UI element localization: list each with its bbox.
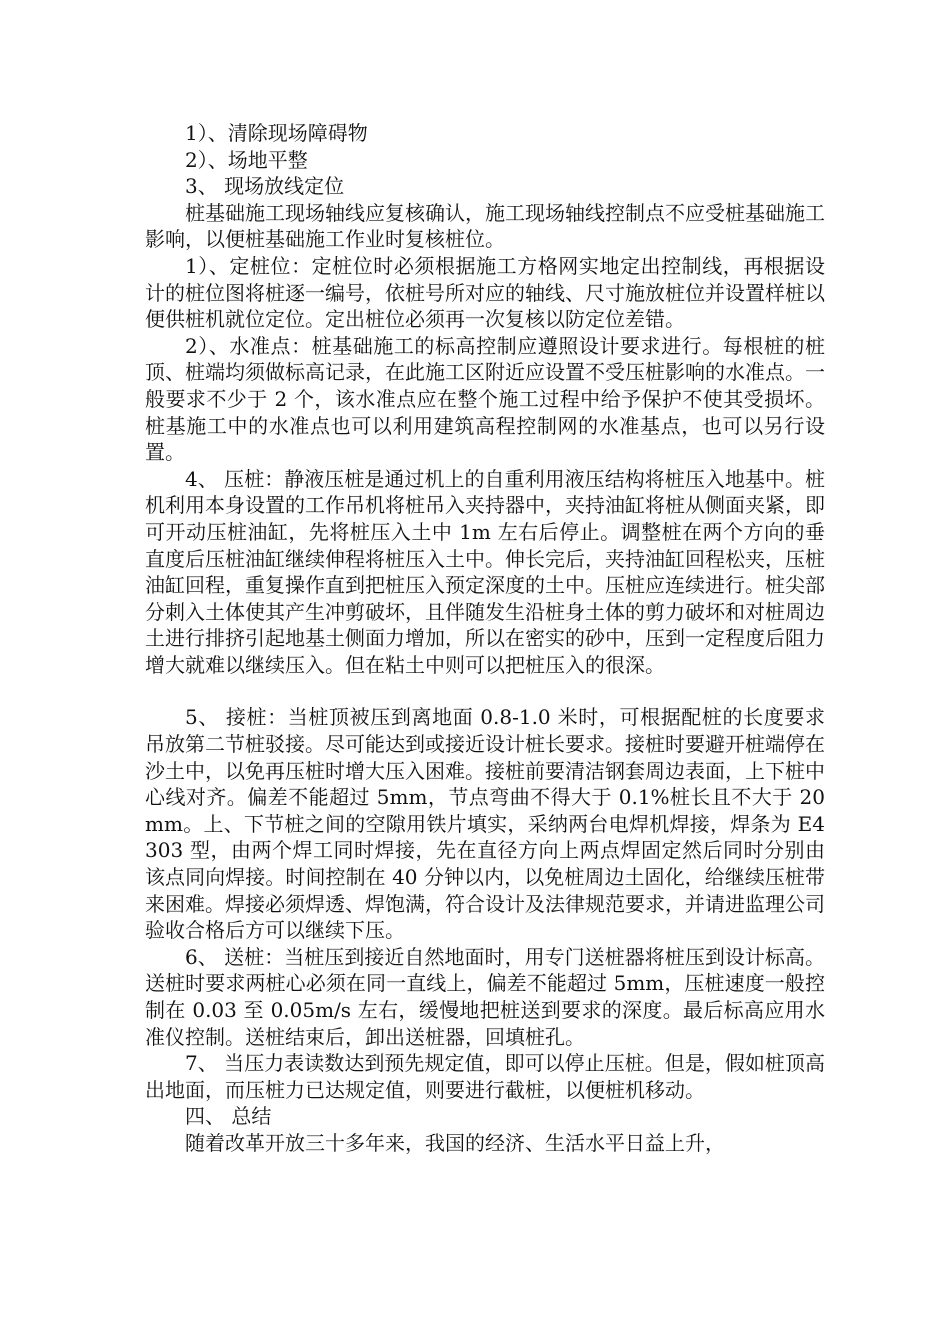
paragraph-summary-text: 随着改革开放三十多年来，我国的经济、生活水平日益上升， <box>185 1130 725 1155</box>
paragraph-pile-splicing: 5、 接桩：当桩顶被压到离地面 0.8-1.0 米时，可根据配桩的长度要求吊放第二节桩驳接。尽可能达到或接近设计桩长要求。接桩时要避开桩端停在沙土中，以免再压桩时增大压入困难。接桩前要清洁钢套周边表面，上下桩中心线对齐。偏差不能超过 5mm，节点弯曲不得大于 0.1%桩长且不大于 20mm。上、下节桩之间的空隙用铁片填实，采纳两台电焊机焊接，焊条为 E4303 型，由两个焊工同时焊接，先在直径方向上两点焊固定然后同时分别由该点同向焊接。时间控制在 40 分钟以内，以免桩周边土固化，给继续压桩带来困难。焊接必须焊透、焊饱满，符合设计及法律规范要求，并请进监理公司验收合格后方可以继续下压。 <box>145 705 825 943</box>
paragraph-summary-heading: 四、 总结 <box>185 1104 272 1129</box>
paragraph-pile-positioning: 1）、定桩位：定桩位时必须根据施工方格网实地定出控制线，再根据设计的桩位图将桩逐一编号，依桩号所对应的轴线、尺寸施放桩位并设置样桩以便供桩机就位定位。定出桩位必须再一次复核以防定位差错。 <box>145 253 825 332</box>
paragraph-axis-review: 桩基础施工现场轴线应复核确认，施工现场轴线控制点不应受桩基础施工影响，以便桩基础施工作业时复核桩位。 <box>145 200 825 252</box>
paragraph-benchmark: 2）、水准点：桩基础施工的标高控制应遵照设计要求进行。每根桩的桩顶、桩端均须做标高记录，在此施工区附近应设置不受压桩影响的水准点。一般要求不少于 2 个，该水准点应在整个施工过程中给予保护不使其受损坏。桩基施工中的水准点也可以利用建筑高程控制网的水准基点，也可以另行设置。 <box>145 333 825 465</box>
document-page <box>145 120 825 1157</box>
paragraph-pile-driving: 6、 送桩：当桩压到接近自然地面时，用专门送桩器将桩压到设计标高。送桩时要求两桩心必须在同一直线上，偏差不能超过 5mm，压桩速度一般控制在 0.03 至 0.05m/s 左右，缓慢地把桩送到要求的深度。最后标高应用水准仪控制。送桩结束后，卸出送桩器，回填桩孔。 <box>145 944 825 1049</box>
paragraph-step-1: 1）、清除现场障碍物 <box>185 121 368 145</box>
paragraph-gap <box>145 678 825 704</box>
paragraph-section-3-heading: 3、 现场放线定位 <box>185 174 345 199</box>
paragraph-step-2: 2）、场地平整 <box>185 147 308 172</box>
paragraph-stop-pressing: 7、 当压力表读数达到预先规定值，即可以停止压桩。但是，假如桩顶高出地面，而压桩力已达规定值，则要进行截桩，以便桩机移动。 <box>145 1051 825 1102</box>
paragraph-pile-pressing: 4、 压桩：静液压桩是通过机上的自重利用液压结构将桩压入地基中。桩机利用本身设置的工作吊机将桩吊入夹持器中，夹持油缸将桩从侧面夹紧，即可开动压桩油缸，先将桩压入土中 1m 左右后停止。调整桩在两个方向的垂直度后压桩油缸继续伸程将桩压入土中。伸长完后，夹持油缸回程松夹，压桩油缸回程，重复操作直到把桩压入预定深度的土中。压桩应连续进行。桩尖部分刺入土体使其产生冲剪破坏，且伴随发生沿桩身土体的剪力破坏和对桩周边土进行排挤引起地基土侧面力增加，所以在密实的砂中，压到一定程度后阻力增大就难以继续压入。但在粘土中则可以把桩压入的很深。 <box>145 466 825 677</box>
